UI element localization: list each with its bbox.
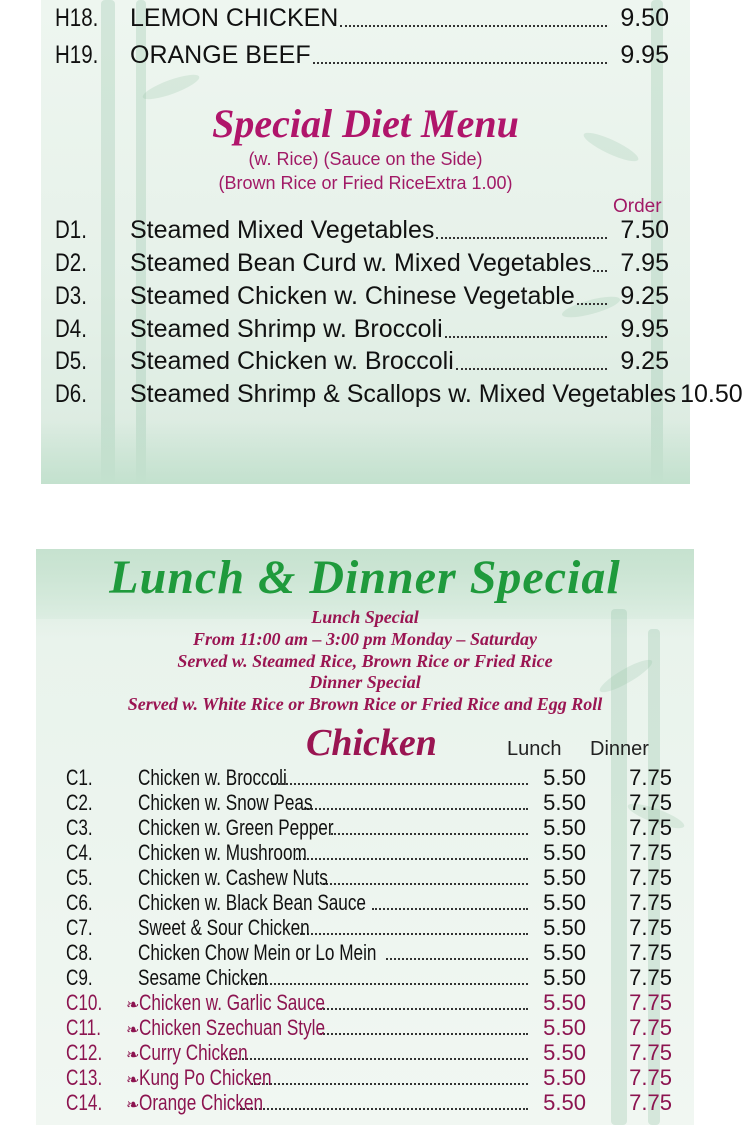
dot-leader <box>386 958 528 960</box>
dot-leader <box>246 983 528 985</box>
chili-pepper-icon: ❧ <box>126 1072 140 1089</box>
item-name: Kung Po Chicken <box>139 1065 273 1090</box>
dot-leader <box>456 368 607 370</box>
item-code: D5. <box>55 347 87 375</box>
order-column-label: Order <box>613 196 662 217</box>
chicken-item-row <box>66 815 686 841</box>
dinner-price: 7.75 <box>629 1015 672 1040</box>
dot-leader <box>340 25 607 27</box>
dinner-price: 7.75 <box>629 940 672 965</box>
chicken-item-row <box>66 865 686 891</box>
lunch-column-label: Lunch <box>507 738 562 760</box>
item-code: D4. <box>55 315 87 343</box>
item-name: Chicken w. Snow Peas <box>138 790 313 815</box>
item-price: 9.25 <box>620 347 669 375</box>
lunch-price: 5.50 <box>543 1090 586 1115</box>
item-code: C11. <box>66 1015 101 1040</box>
item-code: C14. <box>66 1090 103 1115</box>
item-name: Chicken w. Green Pepper <box>138 815 334 840</box>
lunch-price: 5.50 <box>543 765 586 790</box>
chicken-item-row <box>66 990 686 1016</box>
chicken-item-row <box>66 1040 686 1066</box>
lunch-price: 5.50 <box>543 790 586 815</box>
item-name: Curry Chicken <box>139 1040 249 1065</box>
diet-subtitle: (Brown Rice or Fried RiceExtra 1.00) <box>218 173 513 193</box>
item-price: 9.50 <box>620 4 669 32</box>
chicken-item-row <box>66 1090 686 1116</box>
dinner-price: 7.75 <box>629 765 672 790</box>
item-name: Sweet & Sour Chicken <box>138 915 310 940</box>
item-code: C4. <box>66 840 93 865</box>
diet-subtitle: (w. Rice) (Sauce on the Side) <box>248 149 483 169</box>
menu-item-row <box>55 4 669 33</box>
item-name: Chicken Szechuan Style <box>139 1015 326 1040</box>
diet-item-row <box>55 216 669 245</box>
dinner-price: 7.75 <box>629 890 672 915</box>
item-name: Orange Chicken <box>139 1090 264 1115</box>
item-name: Chicken w. Black Bean Sauce <box>138 890 366 915</box>
dot-leader <box>221 1058 528 1060</box>
chicken-item-row <box>66 765 686 791</box>
lunch-price: 5.50 <box>543 815 586 840</box>
item-code: C13. <box>66 1065 103 1090</box>
item-name: Steamed Shrimp & Scallops w. Mixed Vegetables <box>130 380 677 408</box>
item-price: 9.95 <box>620 41 669 69</box>
dot-leader <box>577 303 607 305</box>
dinner-special-label: Dinner Special <box>309 672 421 692</box>
lunch-price: 5.50 <box>543 990 586 1015</box>
section-heading: Chicken <box>306 722 437 764</box>
item-name: Chicken w. Mushroom <box>138 840 307 865</box>
lunch-price: 5.50 <box>543 890 586 915</box>
dot-leader <box>240 1108 528 1110</box>
item-code: C5. <box>66 865 93 890</box>
dot-leader <box>436 237 607 239</box>
item-name: Steamed Shrimp w. Broccoli <box>130 315 443 343</box>
item-code: C1. <box>66 765 93 790</box>
chicken-item-row <box>66 890 686 916</box>
decorative-band <box>41 420 690 484</box>
item-price: 9.25 <box>620 282 669 310</box>
item-name: ORANGE BEEF <box>130 41 311 69</box>
chicken-item-row <box>66 1015 686 1041</box>
chicken-item-row <box>66 940 686 966</box>
chicken-item-row <box>66 1065 686 1091</box>
lunch-special-label: Lunch Special <box>311 607 419 627</box>
item-code: C12. <box>66 1040 103 1065</box>
dot-leader <box>320 1033 528 1035</box>
lunch-price: 5.50 <box>543 965 586 990</box>
item-name: Sesame Chicken <box>138 965 268 990</box>
dinner-price: 7.75 <box>629 990 672 1015</box>
lunch-price: 5.50 <box>543 1040 586 1065</box>
dinner-price: 7.75 <box>629 1065 672 1090</box>
item-code: D1. <box>55 216 87 244</box>
chicken-item-row <box>66 840 686 866</box>
dot-leader <box>304 808 528 810</box>
item-name: Steamed Bean Curd w. Mixed Vegetables <box>130 249 592 277</box>
item-name: Chicken w. Cashew Nuts <box>138 865 328 890</box>
lunch-dinner-panel <box>36 549 694 1125</box>
item-price: 10.50 <box>680 380 743 408</box>
lunch-hours: From 11:00 am – 3:00 pm Monday – Saturday <box>192 629 538 649</box>
lunch-price: 5.50 <box>543 865 586 890</box>
dinner-price: 7.75 <box>629 965 672 990</box>
dinner-price: 7.75 <box>629 790 672 815</box>
item-name: LEMON CHICKEN <box>130 4 339 32</box>
lunch-price: 5.50 <box>543 915 586 940</box>
chili-pepper-icon: ❧ <box>126 1047 140 1064</box>
bamboo-leaf <box>140 70 201 104</box>
lunch-dinner-title: Lunch & Dinner Special <box>109 551 621 604</box>
diet-item-row <box>55 282 669 311</box>
menu-item-row <box>55 41 669 70</box>
item-code: D3. <box>55 282 87 310</box>
dinner-column-label: Dinner <box>590 738 649 760</box>
dot-leader <box>593 270 607 272</box>
item-name: Steamed Chicken w. Chinese Vegetable <box>130 282 575 310</box>
item-name: Steamed Mixed Vegetables <box>130 216 435 244</box>
item-code: H18. <box>55 4 99 32</box>
chili-pepper-icon: ❧ <box>126 1097 140 1114</box>
item-code: C8. <box>66 940 93 965</box>
dot-leader <box>313 62 607 64</box>
chicken-item-row <box>66 915 686 941</box>
dot-leader <box>320 1008 528 1010</box>
item-price: 9.95 <box>620 315 669 343</box>
dot-leader <box>251 1083 528 1085</box>
chili-pepper-icon: ❧ <box>126 1022 140 1039</box>
item-name: Steamed Chicken w. Broccoli <box>130 347 454 375</box>
dinner-price: 7.75 <box>629 915 672 940</box>
dot-leader <box>331 833 528 835</box>
item-name: Chicken w. Broccoli <box>138 765 287 790</box>
item-code: C3. <box>66 815 93 840</box>
chicken-item-row <box>66 965 686 991</box>
lunch-price: 5.50 <box>543 840 586 865</box>
dot-leader <box>323 883 528 885</box>
item-name: Chicken w. Garlic Sauce <box>139 990 326 1015</box>
chili-pepper-icon: ❧ <box>126 997 140 1014</box>
item-price: 7.95 <box>620 249 669 277</box>
dinner-served: Served w. White Rice or Brown Rice or Fried Rice and Egg Roll <box>127 694 603 714</box>
lunch-price: 5.50 <box>543 1015 586 1040</box>
diet-item-row <box>55 315 669 344</box>
special-diet-title: Special Diet Menu <box>212 101 519 146</box>
dinner-price: 7.75 <box>629 1040 672 1065</box>
item-code: C6. <box>66 890 93 915</box>
item-code: H19. <box>55 41 99 69</box>
item-code: C7. <box>66 915 93 940</box>
item-code: D6. <box>55 380 87 408</box>
dot-leader <box>372 908 528 910</box>
chicken-item-row <box>66 790 686 816</box>
dot-leader <box>300 933 528 935</box>
dot-leader <box>271 783 528 785</box>
diet-item-row <box>55 347 669 376</box>
dot-leader <box>296 858 528 860</box>
item-code: C9. <box>66 965 93 990</box>
dinner-price: 7.75 <box>629 1090 672 1115</box>
diet-item-row <box>55 249 669 278</box>
item-code: D2. <box>55 249 87 277</box>
lunch-price: 5.50 <box>543 940 586 965</box>
dot-leader <box>445 336 607 338</box>
special-diet-panel <box>41 0 743 484</box>
lunch-price: 5.50 <box>543 1065 586 1090</box>
item-code: C2. <box>66 790 93 815</box>
item-price: 7.50 <box>620 216 669 244</box>
diet-item-row <box>55 380 743 409</box>
lunch-served: Served w. Steamed Rice, Brown Rice or Fried Rice <box>177 651 553 671</box>
item-code: C10. <box>66 990 103 1015</box>
dinner-price: 7.75 <box>629 865 672 890</box>
dinner-price: 7.75 <box>629 815 672 840</box>
dinner-price: 7.75 <box>629 840 672 865</box>
item-name: Chicken Chow Mein or Lo Mein <box>138 940 377 965</box>
